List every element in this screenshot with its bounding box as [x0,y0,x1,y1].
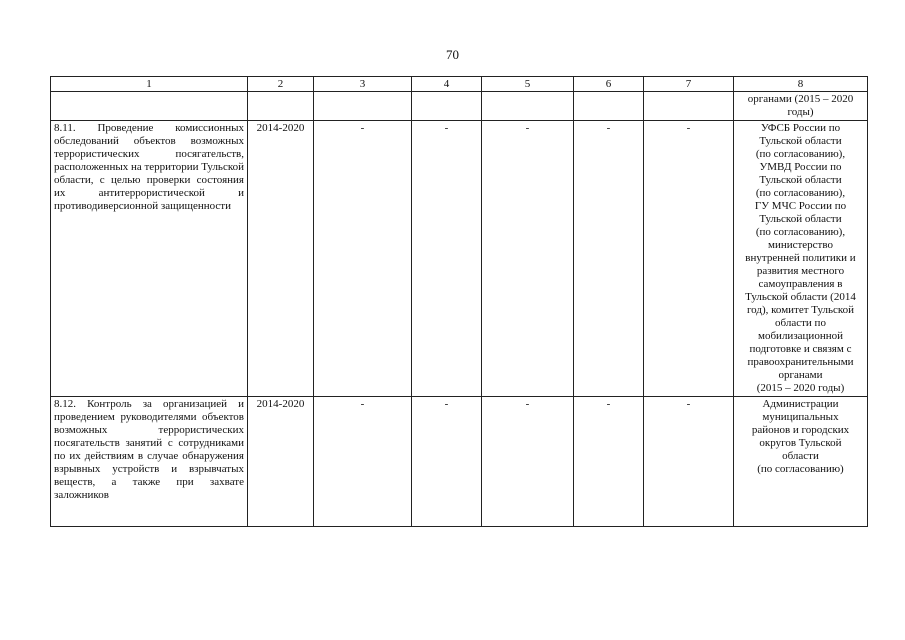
value-cell: - [482,121,574,397]
period-cell: 2014-2020 [248,121,314,397]
description-cell: 8.12. Контроль за организацией и проведением руководителями объектов возможных террористических посягательств занятий с сотрудниками по их действиям в случае обнаружения взрывных устройств и взрывчатых веществ, а также при захвате заложников [51,397,248,527]
executor-line: органами [778,369,823,381]
executor-line: области [782,450,819,462]
executor-line: (2015 – 2020 годы) [756,382,845,394]
executor-line: (по согласованию), [755,148,846,160]
executor-line: Администрации [762,398,839,410]
value-cell [574,92,644,121]
executor-line: ГУ МЧС России по [754,200,847,212]
value-cell [412,92,482,121]
column-header: 7 [644,77,734,92]
executor-line: внутренней политики и [745,252,856,264]
page-number: 70 [446,47,459,62]
table-row [51,92,868,121]
column-header: 2 [248,77,314,92]
executor-line: мобилизационной [758,330,843,342]
executor-line: районов и городских [751,424,850,436]
description-cell [51,92,248,121]
executor-line: муниципальных [762,411,839,423]
column-header: 8 [734,77,868,92]
value-cell: - [574,121,644,397]
executor-line: год), комитет Тульской [746,304,855,316]
value-cell: - [644,121,734,397]
column-header: 4 [412,77,482,92]
table-row [51,397,868,527]
value-cell: - [314,397,412,527]
value-cell: - [314,121,412,397]
value-cell: - [644,397,734,527]
executor-line: УМВД России по [759,161,842,173]
executors-cell [734,397,868,527]
description-cell: 8.11. Проведение комиссионных обследований объектов возможных террористических посягательств, расположенных на территории Тульской области, с целью проверки состояния их антитеррористической и противодиверсионной защищенности [51,121,248,397]
value-cell: - [574,397,644,527]
value-cell [314,92,412,121]
executor-line: (по согласованию) [757,463,844,475]
executor-line: округов Тульской [759,437,842,449]
table-row [51,121,868,397]
executor-line: Тульской области [759,135,842,147]
executor-line: области по [775,317,826,329]
value-cell: - [412,121,482,397]
column-header-row [51,77,868,92]
value-cell [644,92,734,121]
executor-line: министерство [767,239,833,251]
column-header: 6 [574,77,644,92]
executor-line: Тульской области [759,174,842,186]
executor-line: (по согласованию), [755,187,846,199]
executor-line: УФСБ России по [760,122,841,134]
column-header: 5 [482,77,574,92]
executors-cell [734,92,868,121]
period-cell: 2014-2020 [248,397,314,527]
column-header: 1 [51,77,248,92]
value-cell: - [412,397,482,527]
executors-cell [734,121,868,397]
executor-line: развития местного [756,265,845,277]
executor-line: органами (2015 – 2020 [747,93,854,105]
executor-line: Тульской области (2014 [745,291,856,303]
executor-line: самоуправления в [758,278,843,290]
value-cell: - [482,397,574,527]
executor-line: подготовке и связям с [749,343,852,355]
executor-line: Тульской области [759,213,842,225]
executor-line: (по согласованию), [755,226,846,238]
column-header: 3 [314,77,412,92]
executor-line: правоохранительными [747,356,854,368]
period-cell [248,92,314,121]
measures-table [50,76,868,527]
executor-line: годы) [787,106,814,118]
value-cell [482,92,574,121]
